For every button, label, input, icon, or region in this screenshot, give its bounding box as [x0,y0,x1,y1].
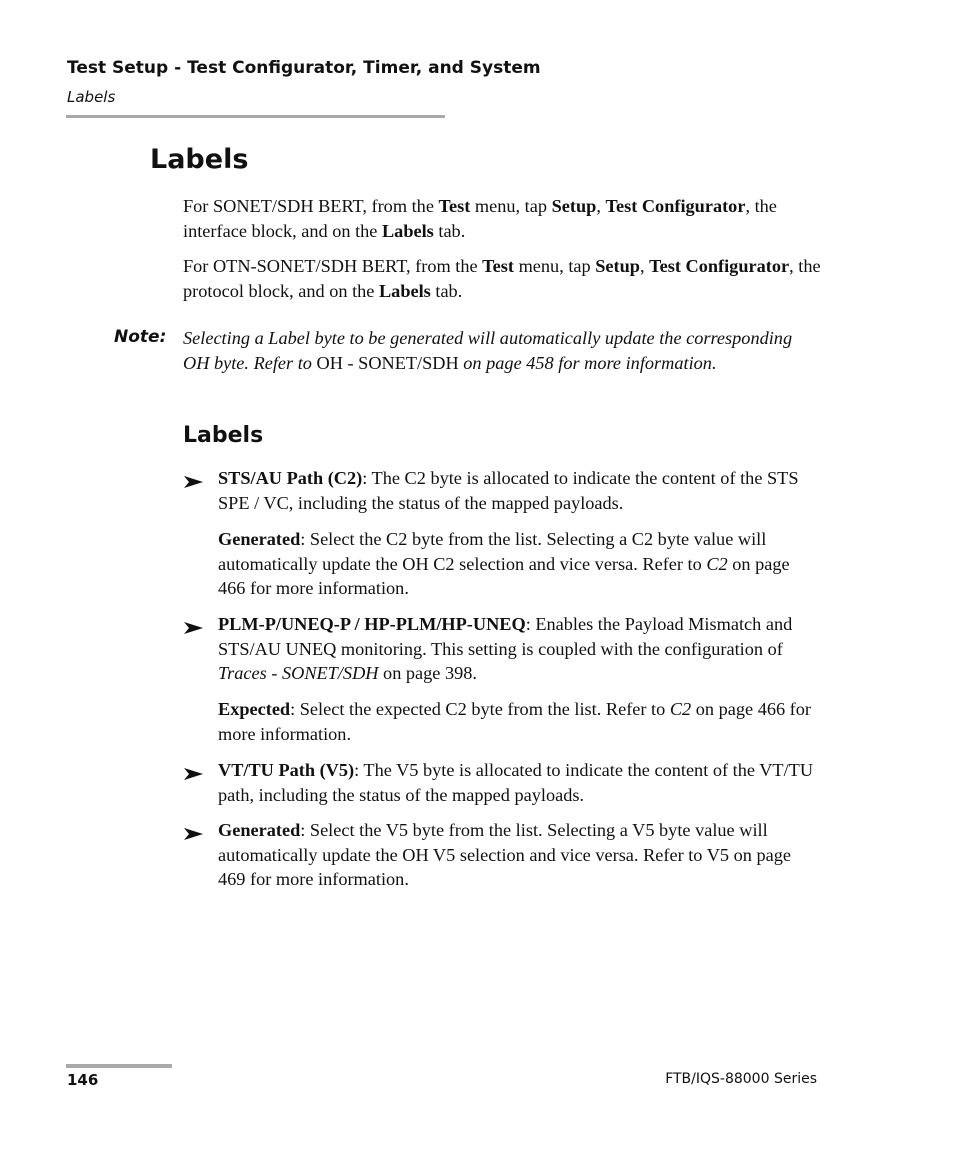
text-run: menu, tap [514,256,596,276]
description: on page 466 for more information. [218,699,811,744]
page-number: 146 [67,1071,99,1089]
text-run: , [596,196,606,216]
text-run: , [639,256,650,276]
product-series: FTB/IQS-88000 Series [665,1071,817,1087]
text-run: menu, tap [470,196,552,216]
bullet-arrow-icon [183,474,205,490]
running-header-title: Test Setup - Test Configurator, Timer, and System [67,58,541,78]
subsection-title: Labels [183,423,264,448]
menu-item: Setup [551,196,597,216]
bullet-arrow-icon [183,620,205,636]
tab-name: Labels [381,220,434,241]
menu-item: Test Configurator [605,196,746,216]
menu-item: Test Configurator [649,256,790,276]
menu-name: Test [438,196,471,216]
bullet-item-vt-tu-path [218,758,818,807]
menu-item: Setup [595,256,640,276]
term: Expected [218,699,291,719]
description: on page 398. [378,663,477,683]
text-run: For OTN-SONET/SDH BERT, from the [183,256,483,276]
bullet-item-generated-v5 [218,818,818,892]
note-label: Note: [114,327,167,347]
text-run: , the interface block, and on the [183,196,777,241]
bullet-item-plm-uneq [218,612,818,686]
bullet-arrow-icon [183,766,205,782]
intro-paragraph-otn [183,254,823,303]
bullet-item-sts-au-path [218,466,818,515]
term: Generated [218,820,301,840]
description: : The C2 byte is allocated to indicate the content of the STS SPE / VC, including the status of the mapped payloads. [218,468,799,513]
description: : Enables the Payload Mismatch and STS/AU UNEQ monitoring. This setting is coupled with the configuration of [218,614,793,659]
term: STS/AU Path (C2) [218,468,363,488]
section-title: Labels [150,144,249,175]
text-run: , the protocol block, and on the [183,256,821,301]
description: : Select the V5 byte from the list. Selecting a V5 byte value will automatically update the OH V5 selection and vice versa. Refer to V5 on page 469 for more information. [218,820,791,889]
running-header-subtitle: Labels [67,88,116,106]
description: : Select the C2 byte from the list. Selecting a C2 byte value will automatically update the OH C2 selection and vice versa. Refer to [218,529,767,574]
intro-paragraph-sonet [183,194,823,243]
text-run: Selecting a Label byte to be generated will automatically update the corresponding OH byte. Refer to [183,328,793,373]
header-rule [66,115,445,118]
description: : The V5 byte is allocated to indicate the content of the VT/TU path, including the status of the mapped payloads. [218,760,814,805]
bullet-arrow-icon [183,826,205,842]
term: PLM-P/UNEQ-P / HP-PLM/HP-UNEQ [218,614,526,634]
tab-name: Labels [378,280,431,301]
text-run: on page 458 for more information. [458,352,717,373]
bullet-subitem-expected [218,697,818,746]
cross-reference-link[interactable]: C2 [669,699,692,719]
cross-reference-link[interactable]: OH - SONET/SDH [316,352,459,373]
text-run: For SONET/SDH BERT, from the [183,196,439,216]
bullet-subitem-generated [218,527,818,601]
cross-reference-link[interactable]: Traces - SONET/SDH [218,663,379,683]
term: VT/TU Path (V5) [218,760,355,780]
cross-reference-link[interactable]: C2 [706,553,728,574]
description: on page 466 for more information. [218,553,790,598]
footer-rule [66,1064,172,1068]
text-run: tab. [430,280,463,301]
menu-name: Test [482,256,515,276]
term: Generated [218,529,301,549]
text-run: tab. [433,220,466,241]
note-text [183,326,823,375]
description: : Select the expected C2 byte from the list. Refer to [290,699,670,719]
